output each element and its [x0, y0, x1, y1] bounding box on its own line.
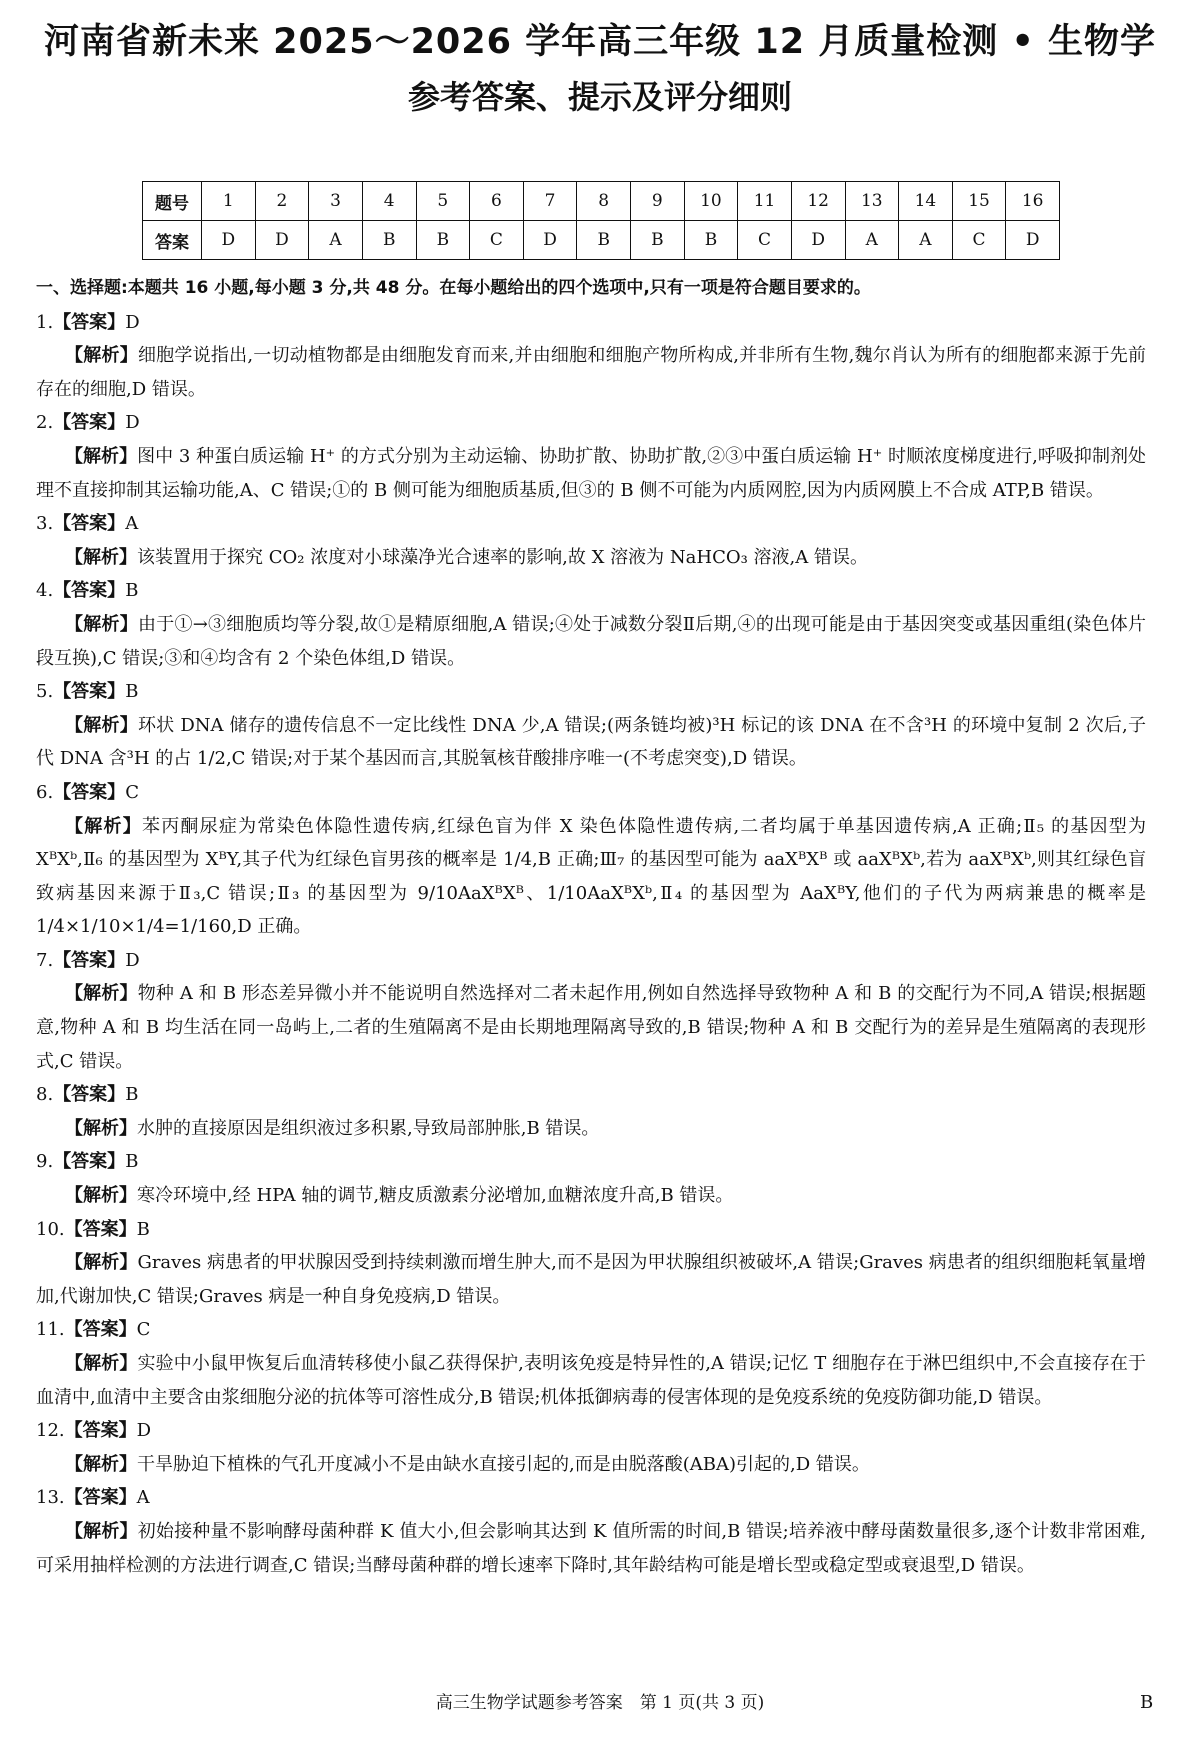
- answer-value: D: [136, 1420, 152, 1442]
- answer-cell: A: [845, 221, 899, 260]
- page-subtitle: 参考答案、提示及评分细则: [407, 78, 792, 116]
- answer-table-number-row: [143, 182, 1060, 221]
- question-number: 3.: [36, 513, 54, 535]
- explanation-label: 【解析】: [65, 1117, 137, 1139]
- question-number-cell: 9: [631, 182, 685, 221]
- answer-cell: D: [523, 221, 577, 260]
- answer-cell: B: [416, 221, 470, 260]
- answer-label: 【答案】: [53, 513, 126, 535]
- question-number-cell: 3: [309, 182, 363, 221]
- answer-value: C: [125, 781, 139, 803]
- explanation-text: 实验中小鼠甲恢复后血清转移使小鼠乙获得保护,表明该免疫是特异性的,A 错误;记忆 T 细胞存在于淋巴组织中,不会直接存在于血清中,血清中主要含由浆细胞分泌的抗体等可溶性成分,B 错误;机体抵御病毒的侵害体现的是免疫系统的免疫防御功能,D 错误。: [36, 1353, 1146, 1408]
- explanation-paragraph: [36, 1347, 1146, 1414]
- explanation-text: 水肿的直接原因是组织液过多积累,导致局部肿胀,B 错误。: [137, 1117, 600, 1139]
- explanation-label: 【解析】: [65, 1453, 137, 1475]
- answer-cell: C: [952, 221, 1006, 260]
- question-number-cell: 15: [952, 182, 1006, 221]
- answer-value: A: [125, 513, 139, 535]
- question-answer-line: [36, 574, 1146, 608]
- answer-value: A: [136, 1487, 150, 1509]
- explanation-paragraph: [36, 810, 1146, 944]
- explanation-paragraph: [36, 1448, 1146, 1482]
- answer-value: D: [125, 311, 140, 333]
- section-heading: 一、选择题:本题共 16 小题,每小题 3 分,共 48 分。在每小题给出的四个选项中,只有一项是符合题目要求的。: [36, 278, 871, 298]
- answer-cell: C: [470, 221, 524, 260]
- answer-value: D: [125, 412, 140, 434]
- question-answer-line: [36, 1481, 1146, 1515]
- question-number-cell: 8: [577, 182, 631, 221]
- answer-value: B: [136, 1218, 150, 1240]
- explanation-text: 图中 3 种蛋白质运输 H⁺ 的方式分别为主动运输、协助扩散、协助扩散,②③中蛋白质运输 H⁺ 时顺浓度梯度进行,呼吸抑制剂处理不直接抑制其运输功能,A、C 错误;①的 B 侧可能为细胞质基质,但③的 B 侧不可能为内质网腔,因为内质网膜上不合成 ATP,B 错误。: [36, 445, 1146, 501]
- question-answer-line: [36, 1313, 1146, 1347]
- explanation-label: 【解析】: [65, 1185, 137, 1207]
- explanation-text: Graves 病患者的甲状腺因受到持续刺激而增生肿大,而不是因为甲状腺组织被破坏,A 错误;Graves 病患者的组织细胞耗氧量增加,代谢加快,C 错误;Graves 病是一种自身免疫病,D 错误。: [36, 1252, 1146, 1307]
- explanation-paragraph: [36, 709, 1146, 776]
- answer-cell: D: [202, 221, 256, 260]
- answer-value: C: [136, 1319, 151, 1341]
- explanation-text: 寒冷环境中,经 HPA 轴的调节,糖皮质激素分泌增加,血糖浓度升高,B 错误。: [137, 1185, 734, 1207]
- question-number-cell: 12: [791, 182, 845, 221]
- answer-label: 【答案】: [53, 311, 126, 333]
- explanation-label: 【解析】: [65, 1252, 138, 1274]
- explanation-text: 物种 A 和 B 形态差异微小并不能说明自然选择对二者未起作用,例如自然选择导致物种 A 和 B 的交配行为不同,A 错误;根据题意,物种 A 和 B 均生活在同一岛屿上,二者的生殖隔离不是由长期地理隔离导致的,B 错误;物种 A 和 B 交配行为的差异是生殖隔离的表现形式,C 错误。: [36, 983, 1147, 1072]
- answer-label: 【答案】: [64, 1420, 137, 1442]
- answer-label: 【答案】: [64, 1218, 137, 1240]
- explanation-text: 细胞学说指出,一切动植物都是由细胞发育而来,并由细胞和细胞产物所构成,并非所有生物,魏尔肖认为所有的细胞都来源于先前存在的细胞,D 错误。: [36, 345, 1147, 400]
- version-mark: B: [1140, 1692, 1154, 1713]
- question-number: 8.: [36, 1084, 54, 1106]
- question-answer-line: [36, 1213, 1146, 1247]
- answer-cell: D: [791, 221, 845, 260]
- question-answer-line: [36, 306, 1146, 340]
- answer-cell: B: [362, 221, 416, 260]
- answer-table: [142, 181, 1060, 260]
- question-number: 7.: [36, 949, 54, 971]
- question-number: 4.: [36, 580, 54, 602]
- answer-cell: B: [631, 221, 685, 260]
- explanation-label: 【解析】: [65, 1520, 138, 1542]
- answer-label: 【答案】: [53, 781, 126, 803]
- answer-cell: B: [577, 221, 631, 260]
- question-number-cell: 1: [202, 182, 256, 221]
- explanation-text: 由于①→③细胞质均等分裂,故①是精原细胞,A 错误;④处于减数分裂Ⅱ后期,④的出现可能是由于基因突变或基因重组(染色体片段互换),C 错误;③和④均含有 2 个染色体组,D 错误。: [36, 613, 1146, 669]
- explanation-paragraph: [36, 1179, 1146, 1213]
- answer-label: 【答案】: [64, 1487, 137, 1509]
- answer-cell: C: [738, 221, 792, 260]
- question-answer-line: [36, 406, 1146, 440]
- question-answer-line: [36, 507, 1146, 541]
- answer-cell: B: [684, 221, 738, 260]
- explanation-text: 苯丙酮尿症为常染色体隐性遗传病,红绿色盲为伴 X 染色体隐性遗传病,二者均属于单基因遗传病,A 正确;Ⅱ₅ 的基因型为 XᴮXᵇ,Ⅱ₆ 的基因型为 XᴮY,其子代为红绿色盲男孩的概率是 1/4,B 正确;Ⅲ₇ 的基因型可能为 aaXᴮXᴮ 或 aaXᴮXᵇ,若为 aaXᴮXᵇ,则其红绿色盲致病基因来源于Ⅱ₃,C 错误;Ⅱ₃ 的基因型为 9/10AaXᴮXᴮ、1/10AaXᴮXᵇ,Ⅱ₄ 的基因型为 AaXᴮY,他们的子代为两病兼患的概率是 1/4×1/10×1/4=1/160,D 正确。: [36, 815, 1147, 938]
- explanation-label: 【解析】: [65, 1353, 138, 1374]
- explanation-text: 环状 DNA 储存的遗传信息不一定比线性 DNA 少,A 错误;(两条链均被)³H 标记的该 DNA 在不含³H 的环境中复制 2 次后,子代 DNA 含³H 的占 1/2,C 错误;对于某个基因而言,其脱氧核苷酸排序唯一(不考虑突变),D 错误。: [36, 714, 1147, 770]
- question-number: 1.: [36, 311, 54, 333]
- page-title: 河南省新未来 2025～2026 学年高三年级 12 月质量检测 • 生物学: [43, 22, 1156, 62]
- explanation-paragraph: [36, 1112, 1146, 1146]
- question-answer-line: [36, 944, 1146, 978]
- explanation-label: 【解析】: [65, 815, 142, 837]
- question-number-cell: 4: [362, 182, 416, 221]
- explanation-paragraph: [36, 977, 1146, 1078]
- answer-label: 【答案】: [53, 681, 126, 703]
- answer-label: 【答案】: [53, 1084, 126, 1106]
- explanation-label: 【解析】: [65, 613, 138, 635]
- question-number: 6.: [36, 781, 54, 803]
- question-number: 12.: [36, 1420, 65, 1442]
- explanation-text: 初始接种量不影响酵母菌种群 K 值大小,但会影响其达到 K 值所需的时间,B 错误;培养液中酵母菌数量很多,逐个计数非常困难,可采用抽样检测的方法进行调查,C 错误;当酵母菌种群的增长速率下降时,其年龄结构可能是增长型或稳定型或衰退型,D 错误。: [36, 1520, 1146, 1576]
- answer-cell: A: [899, 221, 953, 260]
- explanation-paragraph: [36, 440, 1146, 507]
- question-number: 10.: [36, 1218, 65, 1240]
- question-number-cell: 14: [899, 182, 953, 221]
- question-number-cell: 16: [1006, 182, 1060, 221]
- question-number-cell: 2: [255, 182, 309, 221]
- explanation-label: 【解析】: [65, 345, 138, 367]
- question-answer-line: [36, 1414, 1146, 1448]
- answer-table-answer-row: [143, 221, 1060, 260]
- answer-label: 【答案】: [64, 1319, 137, 1341]
- question-number-cell: 10: [684, 182, 738, 221]
- answer-value: B: [125, 580, 139, 602]
- answer-row-label: 答案: [143, 221, 202, 260]
- answer-label: 【答案】: [53, 1151, 126, 1173]
- page-footer: 高三生物学试题参考答案 第 1 页(共 3 页): [435, 1693, 765, 1713]
- answer-label: 【答案】: [53, 412, 126, 434]
- explanation-paragraph: [36, 339, 1146, 406]
- question-number: 2.: [36, 412, 54, 434]
- explanation-paragraph: [36, 1515, 1146, 1582]
- explanation-label: 【解析】: [65, 546, 137, 568]
- explanation-label: 【解析】: [65, 714, 138, 736]
- answer-cell: D: [255, 221, 309, 260]
- explanation-label: 【解析】: [65, 445, 138, 467]
- explanation-text: 干旱胁迫下植株的气孔开度减小不是由缺水直接引起的,而是由脱落酸(ABA)引起的,D 错误。: [137, 1453, 870, 1475]
- question-number-cell: 13: [845, 182, 899, 221]
- answer-value: D: [125, 949, 140, 971]
- answer-explanations: [36, 272, 1146, 1582]
- answer-cell: A: [309, 221, 363, 260]
- explanation-text: 该装置用于探究 CO₂ 浓度对小球藻净光合速率的影响,故 X 溶液为 NaHCO₃ 溶液,A 错误。: [137, 546, 868, 568]
- question-answer-line: [36, 776, 1146, 810]
- question-answer-line: [36, 1078, 1146, 1112]
- question-number-cell: 11: [738, 182, 792, 221]
- question-number-cell: 7: [523, 182, 577, 221]
- answer-label: 【答案】: [53, 949, 126, 971]
- answer-value: B: [125, 681, 139, 703]
- question-number: 5.: [36, 681, 54, 703]
- explanation-paragraph: [36, 608, 1146, 675]
- explanation-paragraph: [36, 1246, 1146, 1313]
- question-answer-line: [36, 675, 1146, 709]
- number-row-label: 题号: [143, 182, 202, 221]
- answer-label: 【答案】: [53, 580, 126, 602]
- answer-value: B: [125, 1084, 139, 1106]
- explanation-label: 【解析】: [65, 983, 138, 1005]
- explanation-paragraph: [36, 541, 1146, 575]
- question-number-cell: 5: [416, 182, 470, 221]
- question-number-cell: 6: [470, 182, 524, 221]
- question-answer-line: [36, 1145, 1146, 1179]
- question-number: 9.: [36, 1151, 54, 1173]
- answer-value: B: [125, 1151, 139, 1173]
- question-number: 11.: [36, 1319, 65, 1341]
- answer-cell: D: [1006, 221, 1060, 260]
- question-number: 13.: [36, 1487, 65, 1509]
